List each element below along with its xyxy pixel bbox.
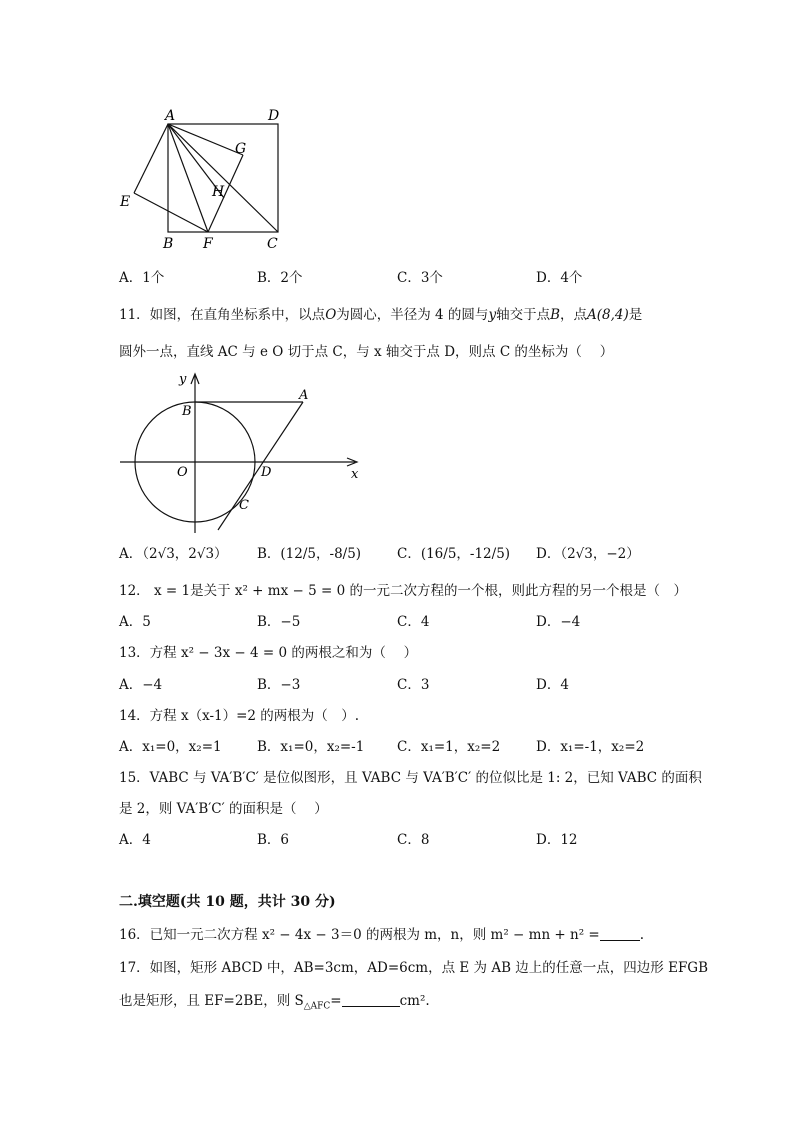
q12-option-d: D．−4 [536, 614, 581, 630]
label-b: B [182, 404, 192, 419]
q11-stem-line2: 圆外一点，直线 AC 与 e O 切于点 C，与 x 轴交于点 D，则点 C 的坐标为（ ） [119, 344, 614, 360]
q15-option-b: B．6 [257, 832, 290, 848]
label-c: C [239, 498, 249, 513]
q12-option-c: C．4 [397, 614, 430, 630]
label-y: y [179, 372, 187, 387]
label-a: A [299, 388, 309, 403]
label-c: C [267, 236, 278, 252]
label-h: H [212, 184, 225, 200]
q16-stem: 16．已知一元二次方程 x² − 4x − 3＝0 的两根为 m，n，则 m² − mn + n² = . [119, 927, 645, 943]
q14-option-b: B．x₁=0，x₂=-1 [257, 739, 365, 755]
answer-blank [600, 926, 640, 941]
label-e: E [120, 194, 131, 210]
label-a: A [165, 108, 176, 124]
q15-stem-line1: 15．VABC 与 VA′B′C′ 是位似图形，且 VABC 与 VA′B′C′ 的位似比是 1: 2，已知 VABC 的面积 [119, 770, 702, 786]
answer-blank [342, 992, 400, 1007]
q11-option-b: B．(12/5，-8/5) [257, 546, 362, 562]
q11-stem-line1: 11．如图，在直角坐标系中，以点O为圆心，半径为 4 的圆与y轴交于点B，点A(8,4)是 [119, 307, 643, 323]
q11-option-c: C．(16/5，-12/5) [397, 546, 511, 562]
q14-option-c: C．x₁=1，x₂=2 [397, 739, 501, 755]
q14-option-d: D．x₁=-1，x₂=2 [536, 739, 645, 755]
q15-stem-line2: 是 2，则 VA′B′C′ 的面积是（ ） [119, 801, 328, 817]
q10-option-d: D．4个 [536, 270, 583, 286]
figure-square-abcd [112, 100, 302, 255]
q11-option-a: A．（2√3，2√3） [119, 546, 228, 562]
q12-option-a: A．5 [119, 614, 151, 630]
q17-stem-line1: 17．如图，矩形 ABCD 中，AB=3cm，AD=6cm，点 E 为 AB 边上的任意一点，四边形 EFGB [119, 960, 709, 976]
q13-option-c: C．3 [397, 677, 430, 693]
label-x: x [351, 467, 359, 482]
label-b: B [163, 236, 174, 252]
q14-stem: 14．方程 x（x-1）=2 的两根为（ ）. [119, 708, 360, 724]
label-o: O [177, 465, 188, 480]
q13-option-a: A．−4 [119, 677, 163, 693]
label-f: F [203, 236, 213, 252]
section-title: 二.填空题(共 10 题，共计 30 分) [119, 894, 336, 910]
q15-option-d: D．12 [536, 832, 578, 848]
q10-option-a: A．1个 [119, 270, 165, 286]
q10-option-b: B．2个 [257, 270, 303, 286]
q13-option-d: D．4 [536, 677, 569, 693]
q17-stem-line2: 也是矩形，且 EF=2BE，则 $S_{\triangle AFC}= cm^2$. [119, 993, 430, 1012]
q10-option-c: C．3个 [397, 270, 443, 286]
q12-option-b: B．−5 [257, 614, 301, 630]
label-g: G [235, 141, 247, 157]
label-d: D [268, 108, 280, 124]
q15-option-c: C．8 [397, 832, 430, 848]
figure-circle-axes [115, 368, 370, 536]
q13-option-b: B．−3 [257, 677, 301, 693]
q12-stem: 12． x = 1是关于 x² + mx − 5 = 0 的一元二次方程的一个根，则此方程的另一个根是（ ） [119, 583, 687, 599]
label-d: D [261, 465, 272, 480]
q15-option-a: A．4 [119, 832, 151, 848]
q11-option-d: D．（2√3，−2） [536, 546, 640, 562]
q14-option-a: A．x₁=0，x₂=1 [119, 739, 222, 755]
q13-stem: 13．方程 x² − 3x − 4 = 0 的两根之和为（ ） [119, 645, 418, 661]
